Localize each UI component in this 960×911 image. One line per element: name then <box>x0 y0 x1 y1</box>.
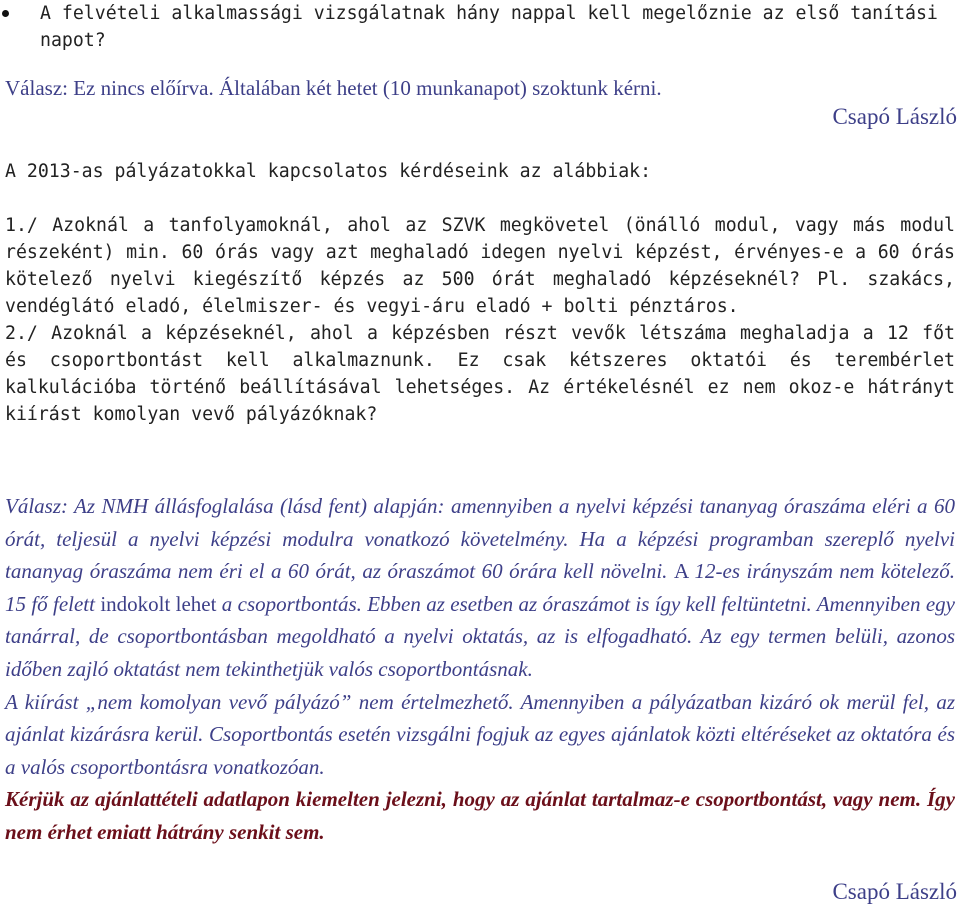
bullet-question <box>40 0 940 54</box>
answer-1-text: Válasz: Ez nincs előírva. Általában két hetet (10 munkanapot) szoktunk kérni. <box>5 76 662 100</box>
answer-2 <box>5 490 955 849</box>
signature-2: Csapó László <box>832 879 957 904</box>
answer-1 <box>5 73 955 103</box>
intro-line: A 2013-as pályázatokkal kapcsolatos kérdéseink az alábbiak: <box>5 161 652 182</box>
answer-2-part-2c: indokolt lehet <box>94 591 217 616</box>
answer-2-paragraph-2: A kiírást „nem komolyan vevő pályázó” nem értelmezhető. Amennyiben a pályázatban kizáró ok merül fel, az ajánlat kizárásra kerül. Csoportbontás esetén vizsgálni fogjuk az egyes ajánlatok közti eltéréseket az oktatóra és a valós csoportbontásra vonatkozóan. <box>5 689 955 779</box>
signature-1: Csapó László <box>832 104 957 129</box>
question-1: 1./ Azoknál a tanfolyamoknál, ahol az SZVK megkövetel (önálló modul, vagy más modul részeként) min. 60 órás vagy azt meghaladó idegen nyelvi képzést, érvényes-e a 60 órás kötelező nyelvi kiegészítő képzés az 500 órát meghaladó képzéseknél? Pl. szakács, vendéglátó eladó, élelmiszer- és vegyi-áru eladó + bolti pénztáros. <box>5 215 955 317</box>
answer-2-part-2d: a csoportbontás. Ebben az esetben az óraszámot is így kell feltüntetni. Amennyiben egy tanárral, de csoportbontásban megoldható a nyelvi oktatás, az is elfogadható. Az egy termen belüli, azonos időben zajló oktatást nem tekinthetjük valós csoportbontásnak. <box>5 591 955 681</box>
answer-2-part-2b: 12-es irányszám nem kötelező. 15 fő felett <box>5 559 955 616</box>
answer-2-part-1: Válasz: Az NMH állásfoglalása (lásd fent) alapján: amennyiben a nyelvi képzési tananyag óraszáma eléri a 60 órát, teljesül a nyelvi képzési modulra vonatkozó követelmény. Ha a képzési programban szereplő nyelvi tananyag óraszáma nem éri el a 60 órát, az óraszámot 60 órára kell növelni. <box>5 494 955 584</box>
bullet-icon <box>2 10 9 17</box>
answer-2-paragraph-1 <box>5 490 955 686</box>
question-2: 2./ Azoknál a képzéseknél, ahol a képzésben részt vevők létszáma meghaladja a 12 főt és csoportbontást kell alkalmaznunk. Ez csak kétszeres oktatói és terembérlet kalkulációba történő beállításával lehetséges. Az értékelésnél ez nem okoz-e hátrányt kiírást komolyan vevő pályázóknak? <box>5 323 955 425</box>
answer-2-part-2a: A <box>673 559 695 584</box>
questions-block <box>5 212 955 428</box>
question-text: A felvételi alkalmassági vizsgálatnak hány nappal kell megelőznie az első tanítási napot? <box>40 3 938 51</box>
answer-2-emphasis: Kérjük az ajánlattételi adatlapon kiemelten jelezni, hogy az ajánlat tartalmaz-e csoportbontást, vagy nem. Így nem érhet emiatt hátrány senkit sem. <box>5 787 955 844</box>
